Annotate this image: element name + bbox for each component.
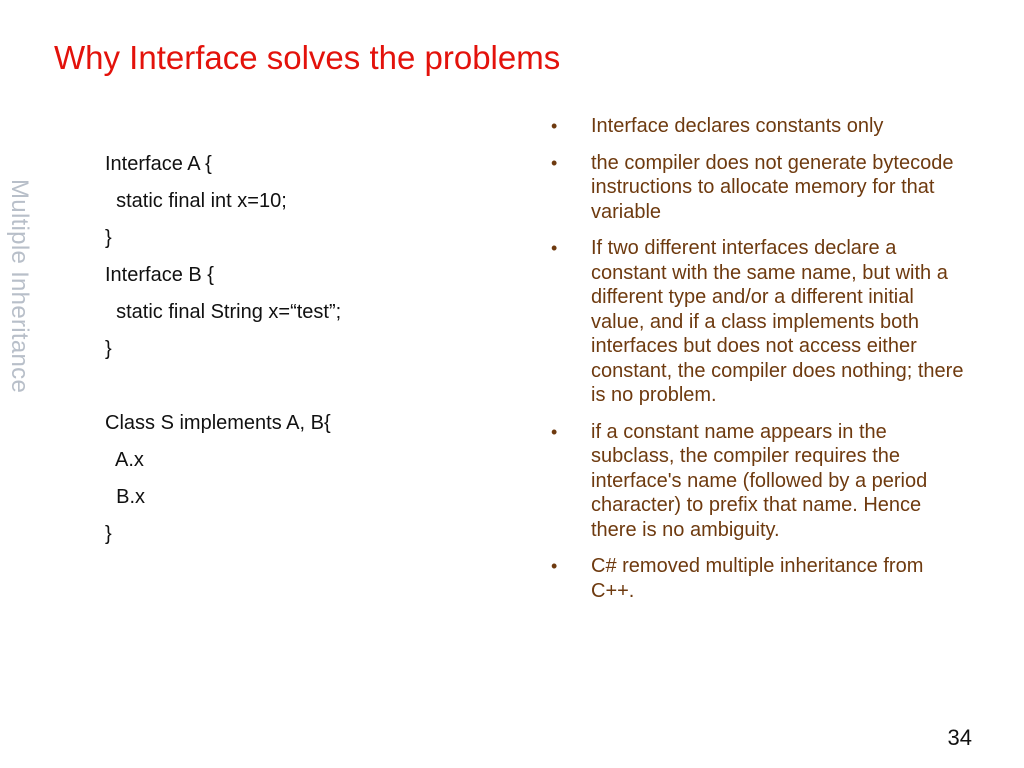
- bullet-icon: •: [551, 421, 558, 442]
- code-line: Class S implements A, B{: [105, 412, 331, 434]
- bullet-item: [551, 554, 969, 603]
- code-line: Interface B {: [105, 264, 214, 286]
- bullet-item: [551, 236, 969, 408]
- code-line: static final String x=“test”;: [105, 301, 342, 323]
- code-line: [105, 368, 341, 405]
- page-number: 34: [947, 725, 972, 750]
- bullet-text: the compiler does not generate bytecode instructions to allocate memory for that variable: [591, 151, 954, 223]
- bullet-item: [551, 114, 969, 139]
- bullet-item: [551, 151, 969, 225]
- bullet-icon: •: [551, 238, 558, 258]
- code-line: }: [105, 338, 112, 360]
- bullet-icon: •: [551, 152, 558, 173]
- bullet-text: C# removed multiple inheritance from C++.: [591, 555, 924, 602]
- bullet-icon: •: [551, 116, 558, 136]
- bullet-list: [551, 114, 969, 615]
- code-line: }: [105, 523, 112, 545]
- code-line: Interface A {: [105, 153, 212, 175]
- code-line: static final int x=10;: [105, 190, 287, 212]
- code-line: A.x: [105, 449, 144, 471]
- bullet-icon: •: [551, 556, 558, 576]
- bullet-text: if a constant name appears in the subclass, the compiler requires the interface's name (followed by a period character) to prefix that name. Hence there is no ambiguity.: [591, 420, 928, 541]
- bullet-text: If two different interfaces declare a constant with the same name, but with a different type and/or a different initial value, and if a class implements both interfaces but does not access either constant, the compiler does nothing; there is no problem.: [591, 237, 964, 406]
- bullet-text: Interface declares constants only: [591, 115, 884, 137]
- code-block: [105, 146, 341, 553]
- side-label: Multiple Inheritance: [6, 179, 33, 394]
- code-line: B.x: [105, 486, 146, 508]
- code-line: }: [105, 227, 112, 249]
- bullet-item: [551, 420, 969, 543]
- slide-title: Why Interface solves the problems: [54, 39, 561, 76]
